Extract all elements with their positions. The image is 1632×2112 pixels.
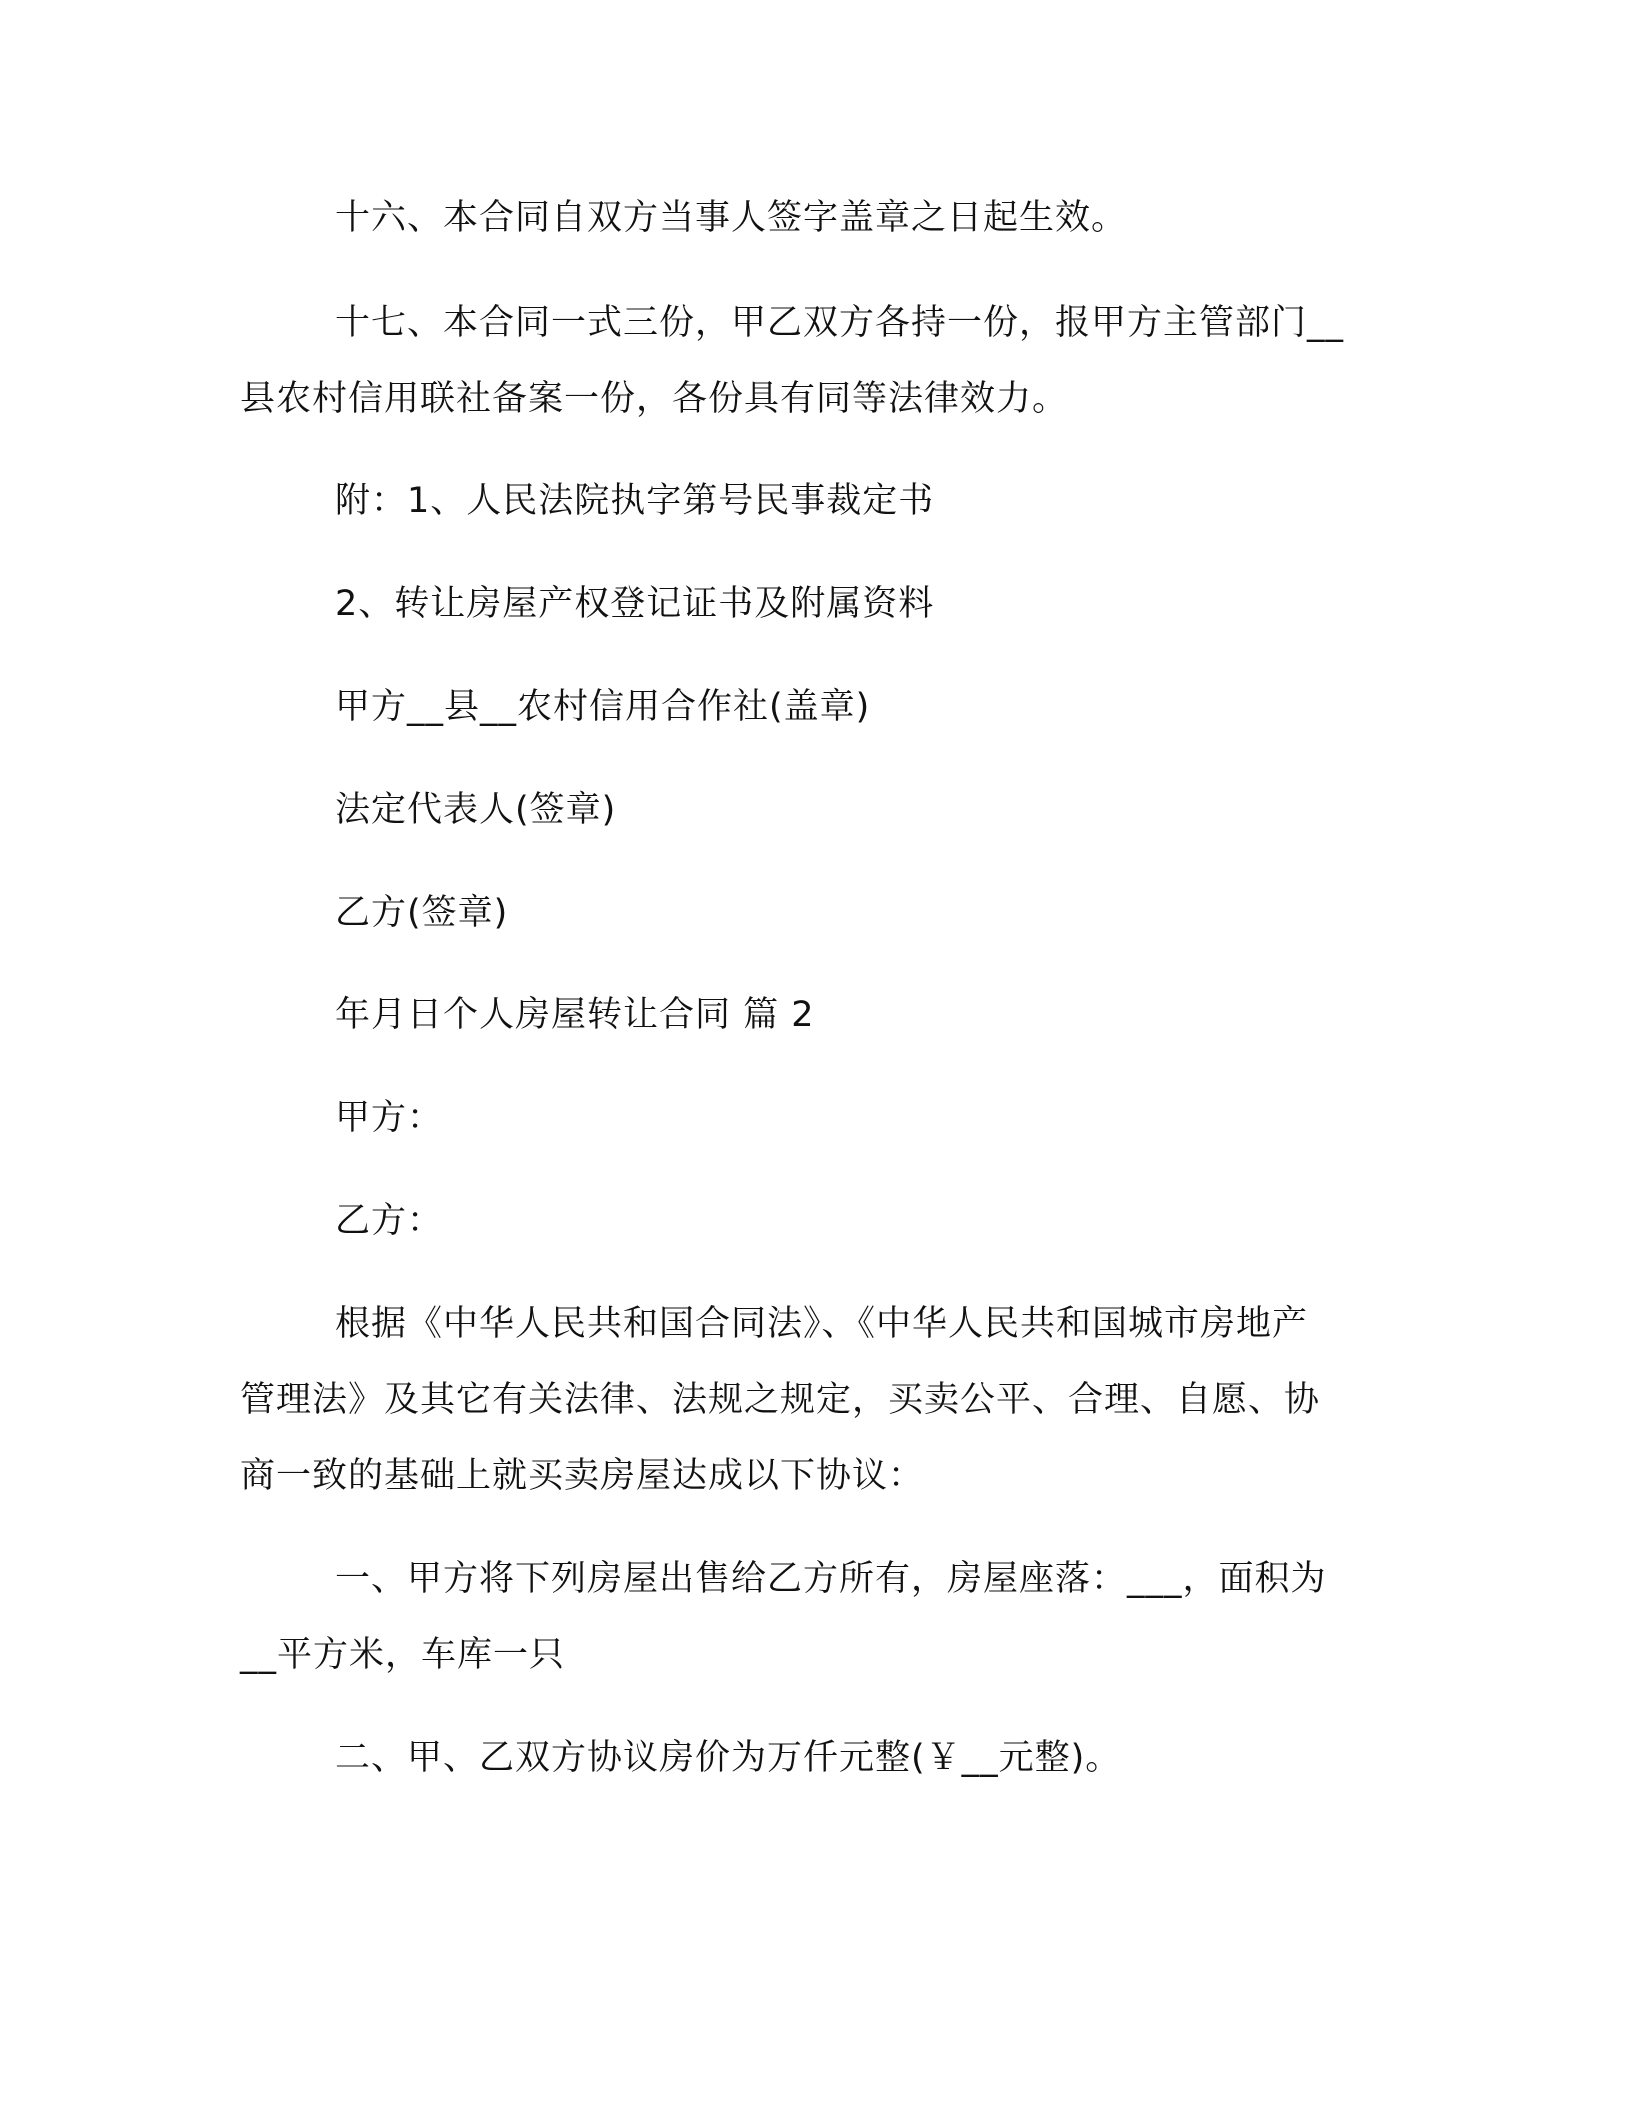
preamble-line-1: 根据《中华人民共和国合同法》、《中华人民共和国城市房地产 bbox=[335, 1304, 1309, 1344]
attachment-1: 附：1、人民法院执字第号民事裁定书 bbox=[335, 481, 935, 521]
party-b-signature: 乙方(签章) bbox=[335, 893, 509, 933]
legal-representative-signature: 法定代表人(签章) bbox=[335, 790, 617, 830]
preamble-line-2: 管理法》及其它有关法律、法规之规定，买卖公平、合理、自愿、协 bbox=[240, 1380, 1321, 1420]
contract-2-party-b: 乙方： bbox=[335, 1201, 444, 1241]
contract-2-party-a: 甲方： bbox=[335, 1098, 444, 1138]
article-1-line-1: 一、甲方将下列房屋出售给乙方所有，房屋座落：___，面积为 bbox=[335, 1559, 1327, 1599]
article-2: 二、甲、乙双方协议房价为万仟元整(￥__元整)。 bbox=[335, 1738, 1122, 1778]
clause-17-line-1: 十七、本合同一式三份，甲乙双方各持一份，报甲方主管部门__ bbox=[335, 303, 1345, 343]
clause-16: 十六、本合同自双方当事人签字盖章之日起生效。 bbox=[335, 198, 1128, 238]
attachment-2: 2、转让房屋产权登记证书及附属资料 bbox=[335, 584, 935, 624]
party-a-signature: 甲方__县__农村信用合作社(盖章) bbox=[335, 687, 871, 727]
article-1-line-2: __平方米，车库一只 bbox=[240, 1635, 566, 1675]
clause-17-line-2: 县农村信用联社备案一份，各份具有同等法律效力。 bbox=[240, 379, 1069, 419]
contract-2-title: 年月日个人房屋转让合同 篇 2 bbox=[335, 995, 815, 1035]
preamble-line-3: 商一致的基础上就买卖房屋达成以下协议： bbox=[240, 1456, 925, 1496]
